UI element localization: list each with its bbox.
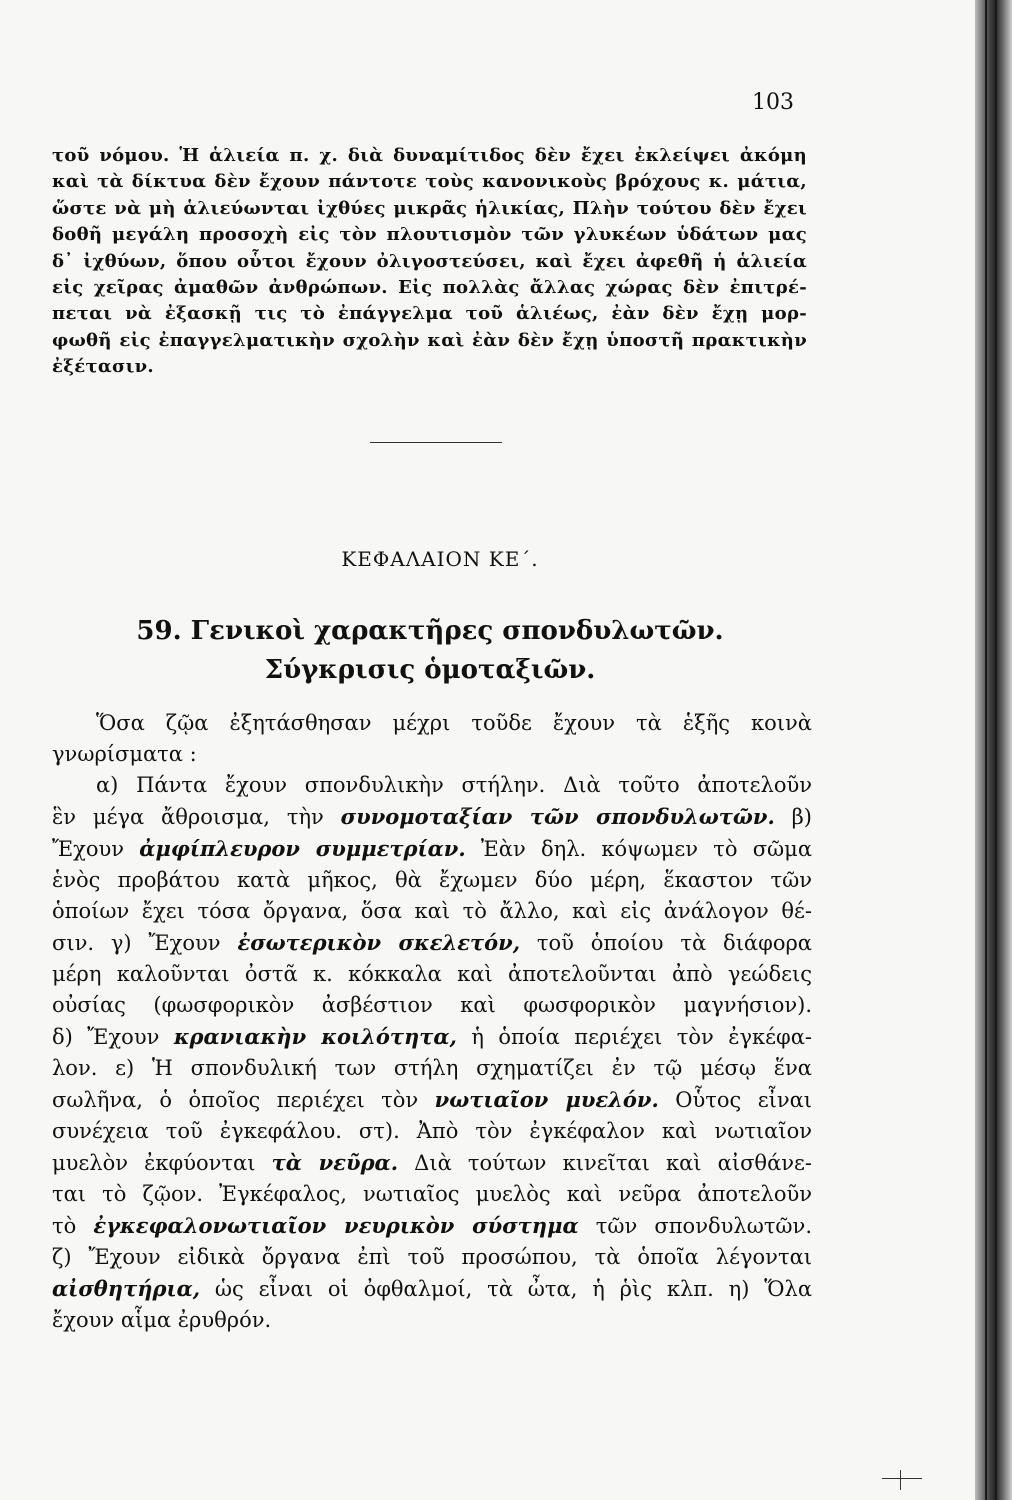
section-subtitle: Σύγκρισις ὁμοταξιῶν. [264,655,596,685]
text-line: ται τὸ ζῷον. Ἐγκέφαλος, νωτιαῖος μυελὸς καὶ νεῦρα ἀποτελοῦν [52,1182,812,1206]
chapter-heading: ΚΕΦΑΛΑΙΟΝ ΚΕ΄. [341,547,539,571]
text-line: δ᾽ ἰχθύων, ὅπου οὗτοι ἔχουν ὀλιγοστεύσει, καὶ ἔχει ἀφεθῆ ἡ ἁλιεία [52,250,807,272]
text-line: ἓν μέγα ἄθροισμα, τὴν συνομοταξίαν τῶν σπονδυλωτῶν. β) [52,804,812,829]
emphasis: ἀμφίπλευρον συμμετρίαν. [139,836,466,861]
text-line: σιν. γ) Ἔχουν ἐσωτερικὸν σκελετόν, τοῦ ὁποίου τὰ διάφορα [52,930,812,955]
edge-line [985,0,987,1500]
emphasis: ἐγκεφαλονωτιαῖον νευρικὸν σύστημα [93,1213,579,1238]
emphasis: κρανιακὴν κοιλότητα, [173,1024,457,1049]
text-line: μυελὸν ἐκφύονται τὰ νεῦρα. Διὰ τούτων κινεῖται καὶ αἰσθάνε- [52,1150,812,1175]
text-line: ζ) Ἔχουν εἰδικὰ ὄργανα ἐπὶ τοῦ προσώπου, τὰ ὁποῖα λέγονται [52,1245,812,1269]
text-line: μέρη καλοῦνται ὀστᾶ κ. κόκκαλα καὶ ἀποτελοῦνται ἀπὸ γεώδεις [52,962,812,986]
text-line: ὥστε νὰ μὴ ἁλιεύωνται ἰχθύες μικρᾶς ἡλικίας, Πλὴν τούτου δὲν ἔχει [52,197,807,219]
text-line: ὁποίων ἔχει τόσα ὄργανα, ὅσα καὶ τὸ ἄλλο, καὶ εἰς ἀνάλογον θέ- [52,899,812,923]
text-line: τὸ ἐγκεφαλονωτιαῖον νευρικὸν σύστημα τῶν σπονδυλωτῶν. [52,1213,812,1238]
text-line: ἐξέτασιν. [52,356,154,378]
text-line: πεται νὰ ἐξασκῇ τις τὸ ἐπάγγελμα τοῦ ἁλιέως, ἐὰν δὲν ἔχῃ μορ- [52,303,807,325]
previous-section-paragraph [52,143,807,381]
emphasis: ἐσωτερικὸν σκελετόν, [237,930,521,955]
book-edge [975,0,1012,1500]
text-line: καὶ τὰ δίκτυα δὲν ἔχουν πάντοτε τοὺς κανονικοὺς βρόχους κ. μάτια, [52,171,807,193]
text-line: εἰς χεῖρας ἀμαθῶν ἀνθρώπων. Εἰς πολλὰς ἄλλας χώρας δὲν ἐπιτρέ- [52,277,807,299]
text-line: Ἔχουν ἀμφίπλευρον συμμετρίαν. Ἐὰν δηλ. κόψωμεν τὸ σῶμα [52,836,813,861]
emphasis: νωτιαῖον μυελόν. [434,1087,659,1112]
text-line: δ) Ἔχουν κρανιακὴν κοιλότητα, ἡ ὁποία περιέχει τὸν ἐγκέφα- [52,1024,812,1049]
print-mark [882,1478,922,1479]
section-divider [370,442,502,443]
section-title: 59. Γενικοὶ χαρακτῆρες σπονδυλωτῶν. [136,616,724,646]
text-line: λον. ε) Ἡ σπονδυλική των στήλη σχηματίζει ἐν τῷ μέσῳ ἕνα [52,1056,812,1080]
emphasis: τὰ νεῦρα. [271,1150,399,1175]
text-line: ἑνὸς προβάτου κατὰ μῆκος, θὰ ἔχωμεν δύο μέρη, ἕκαστον τῶν [52,868,812,892]
text-line: φωθῆ εἰς ἐπαγγελματικὴν σχολὴν καὶ ἐὰν δὲν ἔχῃ ὑποστῆ πρακτικὴν [52,329,807,351]
main-paragraph [52,708,812,1336]
text-line: συνέχεια τοῦ ἐγκεφάλου. στ). Ἀπὸ τὸν ἐγκέφαλον καὶ νωτιαῖον [52,1119,812,1143]
text-line: σωλῆνα, ὁ ὁποῖος περιέχει τὸν νωτιαῖον μυελόν. Οὗτος εἶναι [52,1087,813,1112]
text-line: δοθῆ μεγάλη προσοχὴ εἰς τὸν πλουτισμὸν τῶν γλυκέων ὑδάτων μας [52,224,807,246]
text-line: ἔχουν αἷμα ἐρυθρόν. [52,1308,272,1332]
text-line: οὐσίας (φωσφορικὸν ἀσβέστιον καὶ φωσφορικὸν μαγνήσιον). [52,993,812,1017]
text-line: αἰσθητήρια, ὡς εἶναι οἱ ὀφθαλμοί, τὰ ὦτα, ἡ ῥὶς κλπ. η) Ὅλα [52,1276,812,1301]
emphasis: συνομοταξίαν τῶν σπονδυλωτῶν. [340,804,775,829]
page-number: 103 [752,90,794,115]
text-line: τοῦ νόμου. Ἡ ἁλιεία π. χ. διὰ δυναμίτιδος δὲν ἔχει ἐκλείψει ἀκόμη [52,145,807,166]
text-line: γνωρίσματα : [52,742,197,766]
text-line: Ὅσα ζῷα ἐξητάσθησαν μέχρι τοῦδε ἔχουν τὰ ἑξῆς κοινὰ [96,711,812,735]
edge-line [995,0,997,1500]
text-line: α) Πάντα ἔχουν σπονδυλικὴν στήλην. Διὰ τοῦτο ἀποτελοῦν [96,773,812,797]
print-mark [900,1470,901,1490]
emphasis: αἰσθητήρια, [52,1276,201,1301]
